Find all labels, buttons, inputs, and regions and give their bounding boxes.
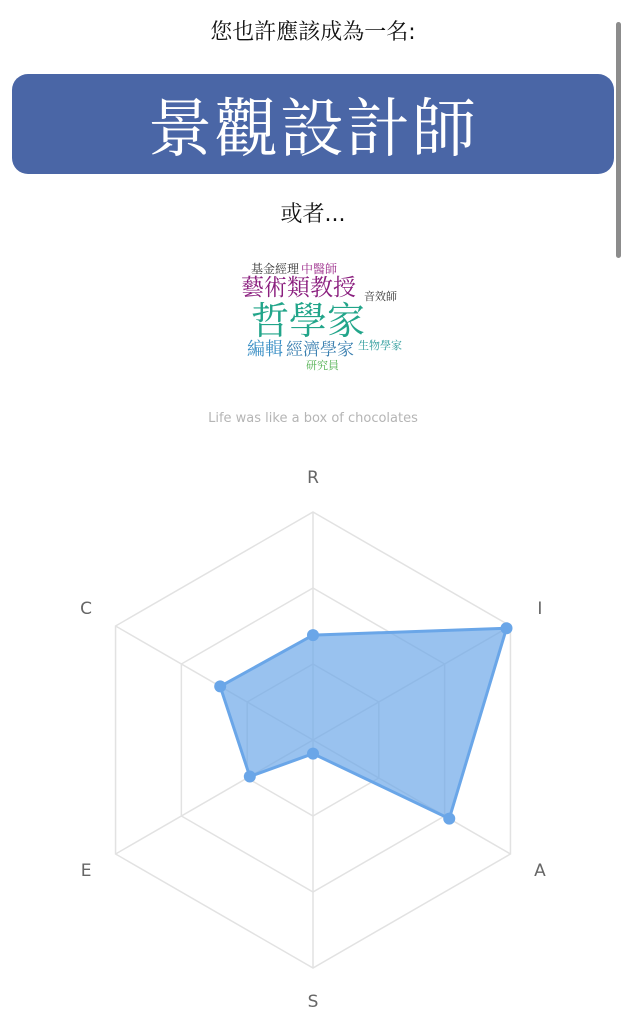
- radar-axis-label: C: [80, 599, 93, 619]
- career-title: 景觀設計師: [148, 93, 478, 167]
- caption-quote: Life was like a box of chocolates: [208, 411, 418, 426]
- radar-data-point: [307, 748, 319, 760]
- radar-data-point: [244, 770, 256, 782]
- radar-data-point: [443, 813, 455, 825]
- word-cloud-item: 藝術類教授: [241, 275, 356, 301]
- radar-data-area: [220, 628, 506, 818]
- word-cloud-item: 哲學家: [251, 299, 366, 343]
- alternatives-label: 或者...: [280, 202, 346, 227]
- word-cloud-item: 基金經理: [251, 262, 300, 276]
- radar-axis-label: A: [534, 861, 546, 881]
- word-cloud-item: 編輯: [247, 339, 283, 360]
- word-cloud-item: 生物學家: [358, 339, 402, 352]
- career-banner: [12, 74, 614, 174]
- radar-data-point: [307, 629, 319, 641]
- radar-axis-label: R: [307, 468, 319, 488]
- radar-data-point: [214, 680, 226, 692]
- word-cloud-item: 經濟學家: [286, 340, 354, 360]
- radar-axis-label: E: [80, 861, 92, 881]
- riasec-radar-chart: [0, 440, 626, 1020]
- radar-axis-label: I: [537, 599, 543, 619]
- word-cloud-item: 研究員: [306, 359, 339, 372]
- radar-axis-label: S: [307, 992, 319, 1012]
- intro-text: 您也許應該成為一名:: [210, 20, 416, 45]
- scrollbar[interactable]: [616, 22, 621, 258]
- word-cloud-item: 音效師: [364, 290, 397, 303]
- radar-data-point: [501, 622, 513, 634]
- word-cloud-item: 中醫師: [301, 262, 338, 276]
